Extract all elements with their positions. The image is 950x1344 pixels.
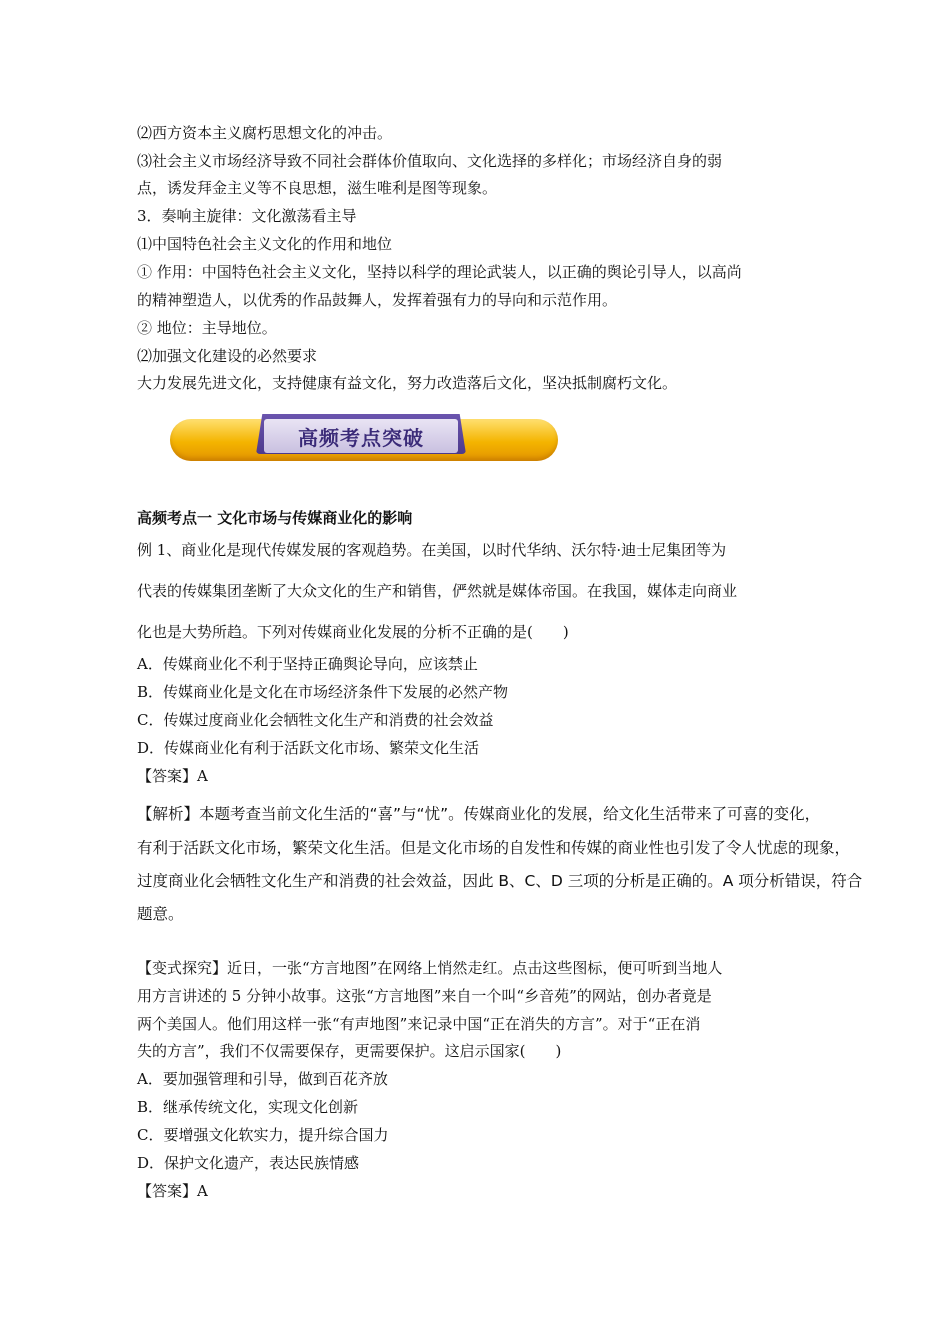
- question-line: 【变式探究】近日，一张“方言地图”在网络上悄然走红。点击这些图标，便可听到当地人: [137, 959, 723, 977]
- text-line: ① 作用：中国特色社会主义文化，坚持以科学的理论武装人，以正确的舆论引导人，以高尚: [137, 263, 742, 281]
- text-line: 大力发展先进文化，支持健康有益文化，努力改造落后文化，坚决抵制腐朽文化。: [137, 374, 678, 392]
- analysis-line: 有利于活跃文化市场，繁荣文化生活。但是文化市场的自发性和传媒的商业性也引发了令人忧虑的现象，: [137, 839, 851, 857]
- answer: 【答案】A: [137, 1182, 208, 1200]
- text-line: ⑵西方资本主义腐朽思想文化的冲击。: [137, 124, 393, 142]
- banner-title: 高频考点突破: [298, 425, 424, 450]
- option-c: C．要增强文化软实力，提升综合国力: [137, 1126, 389, 1144]
- option-a: A．传媒商业化不利于坚持正确舆论导向，应该禁止: [137, 655, 478, 673]
- option-b: B．继承传统文化，实现文化创新: [137, 1098, 359, 1116]
- text-line: ⑵加强文化建设的必然要求: [137, 347, 318, 365]
- question-line: 例 1、商业化是现代传媒发展的客观趋势。在美国，以时代华纳、沃尔特·迪士尼集团等为: [137, 541, 727, 559]
- option-a: A．要加强管理和引导，做到百花齐放: [137, 1070, 388, 1088]
- text-line: ② 地位：主导地位。: [137, 319, 277, 337]
- option-c: C．传媒过度商业化会牺牲文化生产和消费的社会效益: [137, 711, 494, 729]
- question-line: 失的方言”，我们不仅需要保存，更需要保护。这启示国家( ): [137, 1042, 562, 1060]
- text-line: ⑴中国特色社会主义文化的作用和地位: [137, 235, 393, 253]
- text-line: 的精神塑造人，以优秀的作品鼓舞人，发挥着强有力的导向和示范作用。: [137, 291, 618, 309]
- option-d: D．传媒商业化有利于活跃文化市场、繁荣文化生活: [137, 739, 480, 757]
- analysis-line: 过度商业化会牺牲文化生产和消费的社会效益，因此 B、C、D 三项的分析是正确的。A 项分析错误，符合: [137, 872, 863, 890]
- analysis-line: 题意。: [137, 905, 184, 923]
- option-d: D．保护文化遗产，表达民族情感: [137, 1154, 360, 1172]
- option-b: B．传媒商业化是文化在市场经济条件下发展的必然产物: [137, 683, 509, 701]
- question-line: 两个美国人。他们用这样一张“有声地图”来记录中国“正在消失的方言”。对于“正在消: [137, 1015, 701, 1033]
- text-line: 点，诱发拜金主义等不良思想，滋生唯利是图等现象。: [137, 179, 498, 197]
- text-line: ⑶社会主义市场经济导致不同社会群体价值取向、文化选择的多样化；市场经济自身的弱: [137, 152, 723, 170]
- analysis-line: 【解析】本题考查当前文化生活的“喜”与“忧”。传媒商业化的发展，给文化生活带来了可喜的变化，: [137, 805, 821, 823]
- question-line: 用方言讲述的 5 分钟小故事。这张“方言地图”来自一个叫“乡音苑”的网站，创办者竟是: [137, 987, 712, 1005]
- question-line: 化也是大势所趋。下列对传媒商业化发展的分析不正确的是( ): [137, 623, 569, 641]
- answer: 【答案】A: [137, 767, 208, 785]
- banner-label-box: [264, 419, 458, 453]
- question-line: 代表的传媒集团垄断了大众文化的生产和销售，俨然就是媒体帝国。在我国，媒体走向商业: [137, 582, 738, 600]
- section-banner: [170, 414, 558, 464]
- subheading: 3．奏响主旋律：文化激荡看主导: [137, 207, 357, 225]
- topic-heading: 高频考点一 文化市场与传媒商业化的影响: [137, 509, 413, 527]
